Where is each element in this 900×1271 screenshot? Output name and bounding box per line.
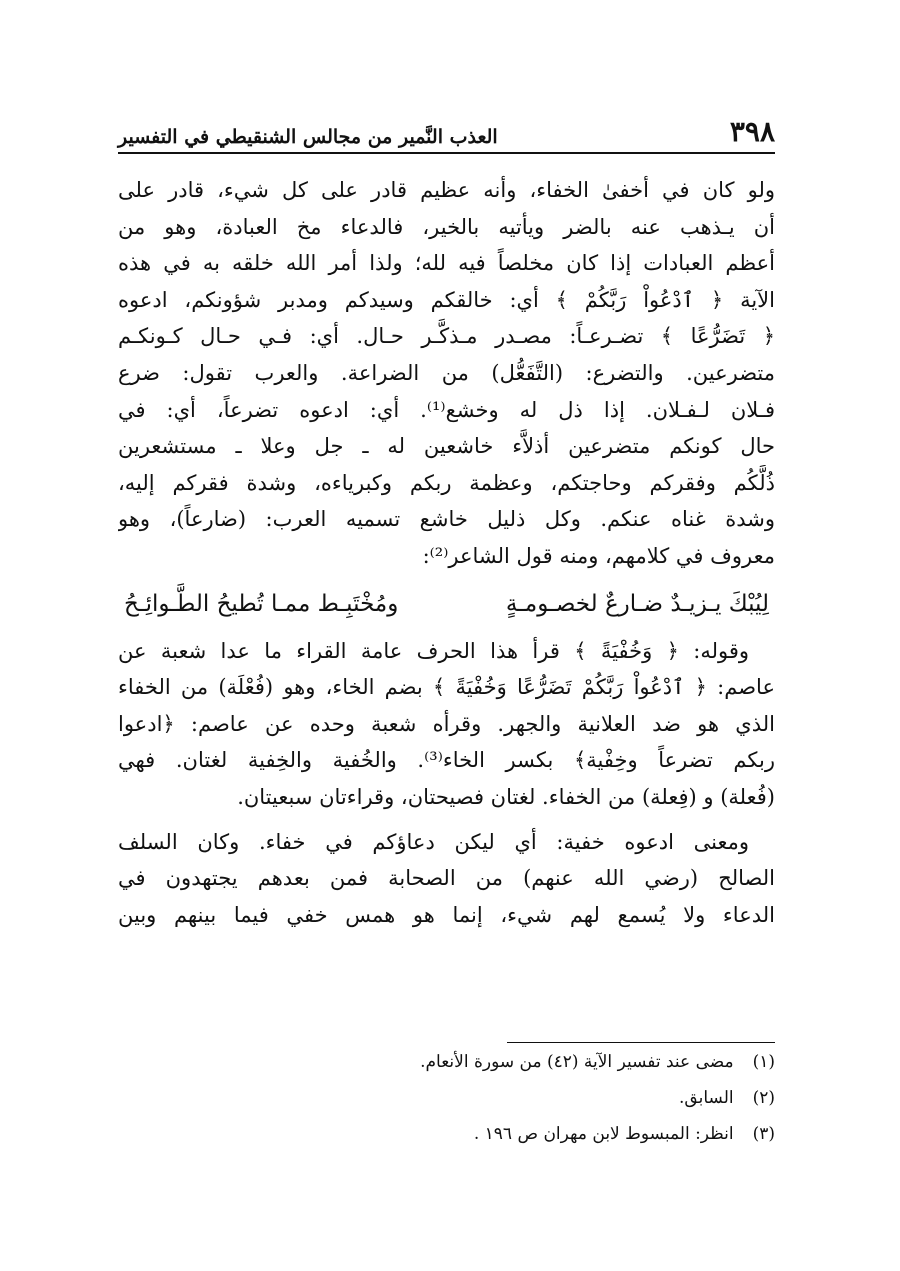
text-line: حال كونكم متضرعين أذلاَّء خاشعين له ـ جل وعلا ـ مستشعرين: [118, 434, 775, 459]
footnote-text: انظر: المبسوط لابن مهران ص ١٩٦ .: [473, 1124, 734, 1144]
footnote-number: (١): [752, 1052, 775, 1072]
footnote-number: (٢): [752, 1088, 775, 1108]
text-line: ﴿ تَضَرُّعًا ﴾ تضـرعـاً: مصـدر مـذكَّـر حـال. أي: فـي حـال كـونكـم: [118, 324, 775, 349]
text-line: معروف في كلامهم، ومنه قول الشاعر⁽²⁾:: [422, 543, 775, 568]
text-line: ذُلَّكُم وفقركم وحاجتكم، وعظمة ربكم وكبرياءه، وشدة فقركم إليه،: [118, 470, 775, 495]
text-line: وشدة غناه عنكم. وكل ذليل خاشع تسميه العرب: (ضارعاً)، وهو: [118, 507, 775, 532]
page-header: [118, 108, 775, 154]
text-line: أن يـذهب عنه بالضر ويأتيه بالخير، فالدعاء مخ العبادة، وهو من: [118, 214, 775, 239]
text-line: الصالح (رضي الله عنهم) من الصحابة فمن بعدهم يجتهدون في: [118, 866, 775, 891]
text-line: فـلان لـفـلان. إذا ذل له وخشع⁽¹⁾. أي: ادعوه تضرعاً، أي: في: [118, 397, 775, 422]
text-line: ومعنى ادعوه خفية: أي ليكن دعاؤكم في خفاء. وكان السلف: [118, 829, 749, 854]
footnote-text: السابق.: [679, 1088, 734, 1108]
text-line: ولو كان في أخفىٰ الخفاء، وأنه عظيم قادر على كل شيء، قادر على: [118, 178, 775, 202]
footnote-text: مضى عند تفسير الآية (٤٢) من سورة الأنعام.: [420, 1052, 734, 1072]
poetry-verse: [118, 575, 775, 633]
footnote-2: [118, 1081, 775, 1115]
text-line: ربكم تضرعاً وخِفْية﴾ بكسر الخاء⁽³⁾. والخُفية والخِفية لغتان. فهي: [118, 748, 775, 773]
main-text: [118, 172, 775, 933]
running-title: العذب النَّمير من مجالس الشنقيطي في التفسير: [118, 126, 498, 148]
text-line: وقوله: ﴿ وَخُفْيَةً ﴾ قرأ هذا الحرف عامة القراء ما عدا شعبة عن: [118, 638, 749, 663]
text-line: عاصم: ﴿ ٱدْعُواْ رَبَّكُمْ تَضَرُّعًا وَخُفْيَةً ﴾ بضم الخاء، وهو (فُعْلَة) من الخفاء: [118, 675, 775, 700]
text-line: متضرعين. والتضرع: (التَّفَعُّل) من الضراعة. والعرب تقول: ضرع: [118, 360, 775, 385]
footnote-1: [118, 1045, 775, 1079]
footnotes: [118, 1042, 775, 1151]
footnote-rule: [507, 1042, 775, 1043]
text-line: (فُعلة) و (فِعلة) من الخفاء. لغتان فصيحتان، وقراءتان سبعيتان.: [237, 784, 775, 809]
text-line: الذي هو ضد العلانية والجهر. وقرأه شعبة وحده عن عاصم: ﴿ادعوا: [118, 711, 775, 736]
text-line: أعظم العبادات إذا كان مخلصاً فيه لله؛ ولذا أمر الله خلقه به في هذه: [118, 251, 775, 276]
text-line: الآية ﴿ ٱدْعُواْ رَبَّكُمْ ﴾ أي: خالقكم وسيدكم ومدبر شؤونكم، ادعوه: [118, 287, 775, 312]
verse-first-hemistich: لِيُبْكَ يـزيـدٌ ضـارعٌ لخصـومـةٍ: [505, 590, 769, 617]
footnote-3: [118, 1117, 775, 1151]
verse-second-hemistich: ومُخْتَبِـط ممـا تُطيحُ الطَّـوائِـحُ: [124, 590, 399, 617]
text-line: الدعاء ولا يُسمع لهم شيء، إنما هو همس خفي فيما بينهم وبين: [118, 902, 775, 927]
footnote-number: (٣): [752, 1124, 775, 1144]
page-number: ٣٩٨: [729, 115, 775, 148]
